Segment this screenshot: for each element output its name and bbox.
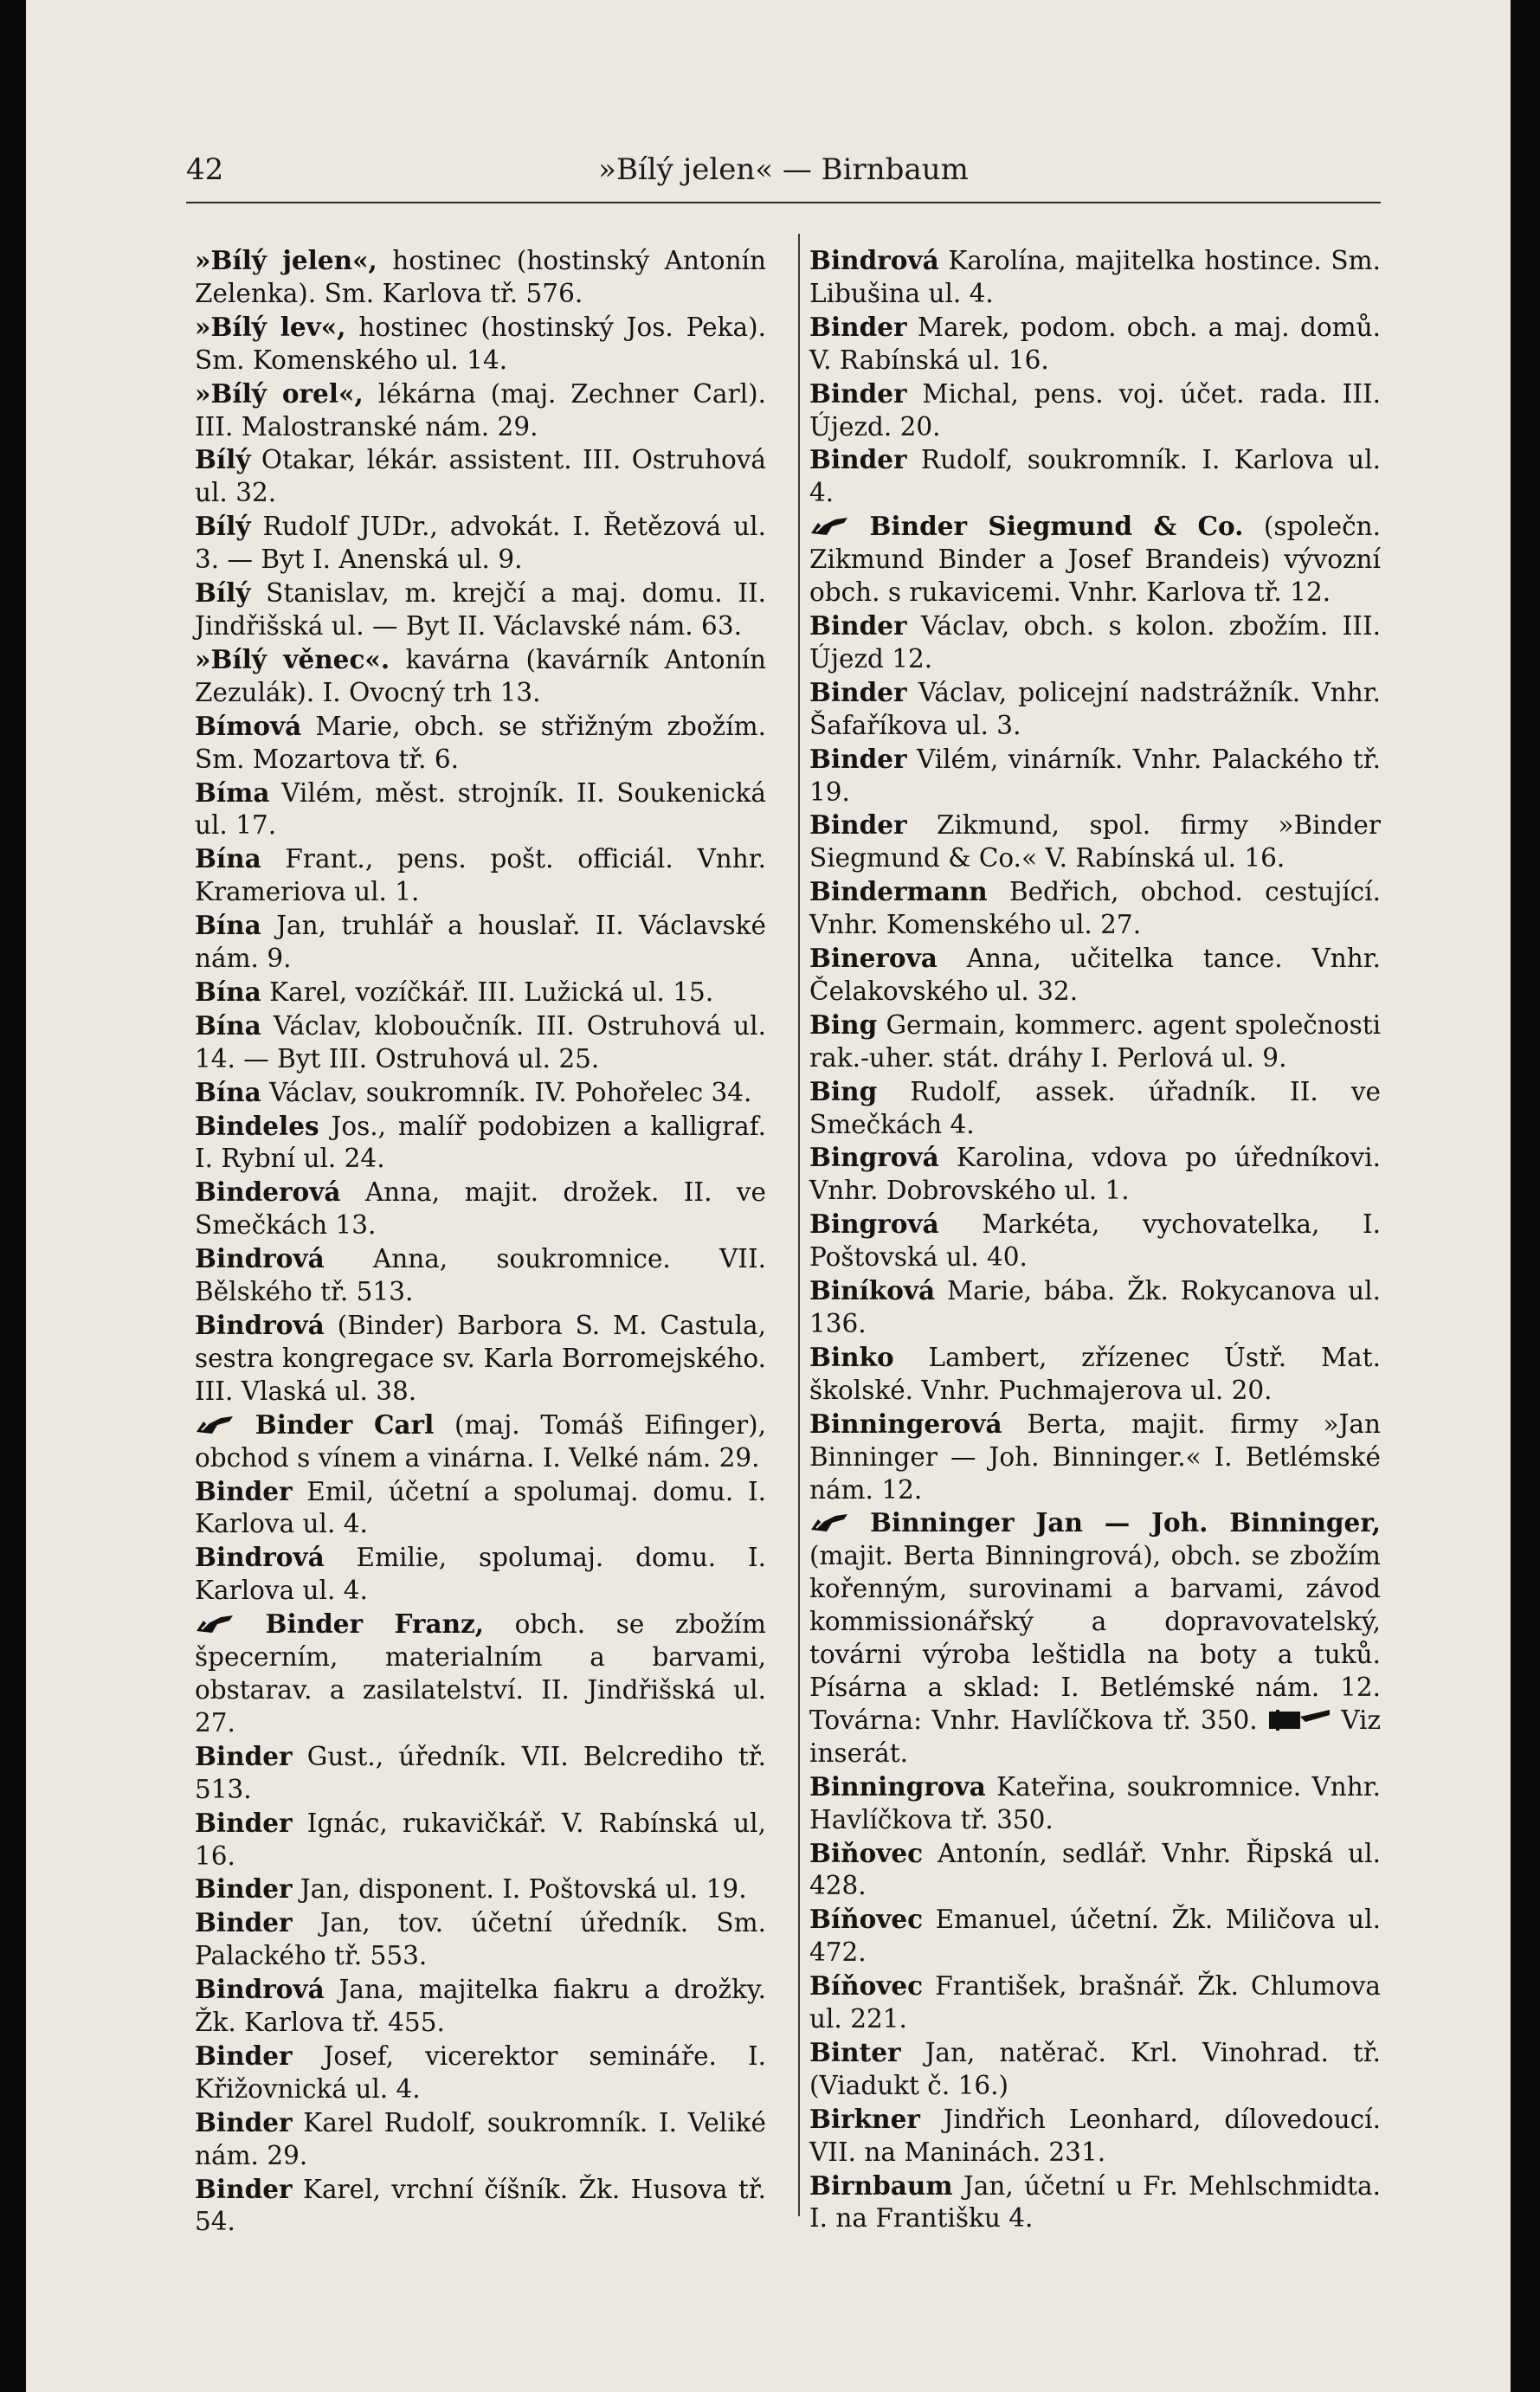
- directory-entry: [195, 909, 766, 976]
- entry-text: hostinec (hostinský Jos. Peka). Sm. Komenského ul. 14.: [195, 312, 766, 375]
- directory-entry: [195, 643, 766, 710]
- entry-name: Binder: [809, 377, 907, 409]
- entry-name: Bíňovec: [809, 1970, 924, 2002]
- directory-entry: [195, 777, 766, 843]
- page-header: [186, 145, 1381, 196]
- entry-text: Václav, kloboučník. III. Ostruhová ul. 14. — Byt III. Ostruhová ul. 25.: [195, 1010, 766, 1073]
- directory-entry: [809, 1506, 1381, 1770]
- directory-entry: [195, 1541, 766, 1608]
- directory-entry: [809, 809, 1381, 875]
- entry-text: Emilie, spolumaj. domu. I. Karlova ul. 4.: [195, 1543, 766, 1606]
- entry-text: Jan, natěrač. Krl. Vinohrad. tř. (Viadukt č. 16.): [809, 2037, 1381, 2100]
- directory-entry: [809, 1903, 1381, 1970]
- entry-text: Anna, soukromnice. VII. Bělského tř. 513.: [195, 1244, 766, 1307]
- entry-text: Marie, obch. se střižným zbožím. Sm. Mozartova tř. 6.: [195, 711, 766, 774]
- entry-name: »Bílý jelen«,: [195, 245, 377, 275]
- entry-name: Bína: [195, 910, 261, 941]
- entry-name: Binter: [809, 2036, 901, 2067]
- entry-text: Ignác, rukavičkář. V. Rabínská ul, 16.: [195, 1808, 766, 1871]
- directory-entry: [195, 244, 766, 311]
- directory-entry: [809, 510, 1381, 609]
- entry-text: Michal, pens. voj. účet. rada. III. Újezd. 20.: [809, 378, 1381, 442]
- directory-entry: [195, 2106, 766, 2173]
- entry-name: Binder: [195, 1475, 293, 1506]
- directory-entry: [195, 1076, 766, 1110]
- entry-name: Bindermann: [809, 876, 988, 907]
- directory-entry: [195, 1973, 766, 2040]
- entry-name: Biníková: [809, 1275, 936, 1306]
- entry-name: Binko: [809, 1341, 894, 1372]
- entry-name: Binder: [195, 1807, 293, 1838]
- entry-text: Marek, podom. obch. a maj. domů. V. Rabínská ul. 16.: [809, 312, 1381, 375]
- entry-text: Bedřich, obchod. cestující. Vnhr. Komenského ul. 27.: [809, 877, 1381, 940]
- entry-name: Binderová: [195, 1177, 341, 1208]
- entry-text: Jan, truhlář a houslař. II. Václavské nám. 9.: [195, 911, 766, 974]
- entry-text: Vilém, měst. strojník. II. Soukenická ul. 17.: [195, 777, 766, 841]
- directory-entry: [195, 2173, 766, 2240]
- directory-entry: [195, 1608, 766, 1740]
- entry-name: Bing: [809, 1075, 878, 1106]
- directory-entry: [809, 1208, 1381, 1274]
- left-column: [195, 244, 766, 2239]
- directory-entry: [195, 510, 766, 577]
- entry-name: »Bílý orel«,: [195, 377, 364, 409]
- directory-entry: [195, 1110, 766, 1177]
- header-rule: [186, 202, 1381, 203]
- entry-text: Anna, majit. drožek. II. ve Smečkách 13.: [195, 1177, 766, 1241]
- entry-text: obch. se zbožím špecerním, materialním a barvami, obstarav. a zasilatelství. II. Jindřišská ul. 27.: [195, 1609, 766, 1738]
- directory-entry: [809, 1770, 1381, 1837]
- directory-entry: [195, 2040, 766, 2106]
- pointing-hand-icon: [195, 1415, 235, 1435]
- directory-entry: [809, 1141, 1381, 1208]
- entry-text: Václav, obch. s kolon. zbožím. III. Újezd 12.: [809, 610, 1381, 674]
- entry-name: Bingrová: [809, 1209, 939, 1240]
- entry-text: hostinec (hostinský Antonín Zelenka). Sm. Karlova tř. 576.: [195, 246, 766, 308]
- entry-name: Binningrova: [809, 1770, 986, 1802]
- directory-entry: [809, 609, 1381, 676]
- entry-text: Kateřina, soukromnice. Vnhr. Havlíčkova tř. 350.: [809, 1771, 1381, 1834]
- directory-entry: [195, 377, 766, 444]
- directory-entry: [195, 1242, 766, 1309]
- directory-entry: [195, 311, 766, 377]
- entry-text: Jan, účetní u Fr. Mehlschmidta. I. na Františku 4.: [809, 2170, 1381, 2234]
- entry-text: Jan, tov. účetní úředník. Sm. Palackého tř. 553.: [195, 1908, 766, 1971]
- entry-text: Emanuel, účetní. Žk. Miličova ul. 472.: [809, 1905, 1381, 1968]
- entry-text: Germain, kommerc. agent společnosti rak.-uher. stát. dráhy I. Perlová ul. 9.: [809, 1009, 1381, 1073]
- entry-text: Václav, policejní nadstrážník. Vnhr. Šafaříkova ul. 3.: [809, 677, 1381, 740]
- directory-entry: [809, 942, 1381, 1009]
- entry-text: (maj. Tomáš Eifinger), obchod s vínem a vinárna. I. Velké nám. 29.: [195, 1409, 766, 1473]
- directory-entry: [195, 1740, 766, 1807]
- directory-entry: [195, 1873, 766, 1906]
- entry-text: Josef, vicerektor semináře. I. Křižovnická ul. 4.: [195, 2041, 766, 2104]
- directory-entry: [809, 244, 1381, 311]
- entry-name: Bíma: [195, 777, 270, 808]
- entry-text: Karel Rudolf, soukromník. I. Veliké nám. 29.: [195, 2107, 766, 2170]
- entry-name: Binder: [809, 743, 907, 774]
- entry-name: Bingrová: [809, 1142, 939, 1173]
- directory-entry: [195, 842, 766, 909]
- entry-text: lékárna (maj. Zechner Carl). III. Malostranské nám. 29.: [195, 378, 766, 442]
- directory-entry: [809, 676, 1381, 743]
- entry-name: Bína: [195, 1009, 261, 1041]
- entry-text: Otakar, lékár. assistent. III. Ostruhová ul. 32.: [195, 445, 766, 508]
- entry-text: kavárna (kavárník Antonín Zezulák). I. Ovocný trh 13.: [195, 644, 767, 707]
- entry-name: Binder: [195, 1907, 293, 1938]
- entry-text: František, brašnář. Žk. Chlumova ul. 221.: [809, 1971, 1381, 2034]
- directory-entry: [195, 1475, 766, 1542]
- entry-text: Emil, účetní a spolumaj. domu. I. Karlova ul. 4.: [195, 1476, 766, 1539]
- entry-name: Binder: [809, 676, 907, 707]
- entry-text: Václav, soukromník. IV. Pohořelec 34.: [261, 1077, 752, 1107]
- directory-entry: [809, 1408, 1381, 1507]
- entry-name: Bing: [809, 1009, 878, 1040]
- entry-name: Biňovec: [809, 1837, 924, 1868]
- entry-text: Antonín, sedlář. Vnhr. Řipská ul. 428.: [809, 1838, 1381, 1901]
- entry-text: Karel, vrchní číšník. Žk. Husova tř. 54.: [195, 2174, 766, 2237]
- directory-entry: [809, 875, 1381, 942]
- pointing-hand-icon: [809, 516, 849, 537]
- entry-name: Bindrová: [195, 1974, 325, 2005]
- entry-name: Bílý: [195, 577, 251, 609]
- pointing-hand-icon: [195, 1614, 235, 1634]
- entry-name: Binder: [809, 444, 907, 475]
- directory-entry: [195, 1409, 766, 1475]
- directory-entry: [195, 443, 766, 510]
- entry-text: Frant., pens. pošt. officiál. Vnhr. Krameriova ul. 1.: [195, 844, 766, 907]
- entry-name: Bína: [195, 1076, 261, 1107]
- entry-name: Binder: [809, 311, 907, 342]
- entry-name: Bílý: [195, 511, 251, 542]
- entry-name: Binder: [195, 2040, 293, 2071]
- entry-text: (Binder) Barbora S. M. Castula, sestra kongregace sv. Karla Borromejského. III. Vlaská ul. 38.: [195, 1311, 766, 1406]
- entry-name: Birkner: [809, 2103, 920, 2134]
- directory-entry: [809, 2170, 1381, 2236]
- entry-text: Karolína, majitelka hostince. Sm. Libušina ul. 4.: [809, 246, 1381, 308]
- entry-name: Birnbaum: [809, 2170, 953, 2201]
- entry-name: Binder Siegmund & Co.: [869, 511, 1244, 542]
- entry-text: Marie, bába. Žk. Rokycanova ul. 136.: [809, 1276, 1381, 1338]
- directory-entry: [195, 710, 766, 777]
- entry-text: Gust., úředník. VII. Belcrediho tř. 513.: [195, 1741, 766, 1804]
- entry-text: Jana, majitelka fiakru a drožky. Žk. Karlova tř. 455.: [195, 1975, 766, 2038]
- entry-name: Binningerová: [809, 1408, 1002, 1439]
- entry-name: Bímová: [195, 710, 302, 741]
- entry-name: Binder: [809, 809, 907, 841]
- advert-hand-icon: [1267, 1708, 1331, 1732]
- entry-text: Markéta, vychovatelka, I. Poštovská ul. 40.: [809, 1209, 1381, 1273]
- entry-text: Jan, disponent. I. Poštovská ul. 19.: [292, 1874, 747, 1905]
- entry-text: Lambert, zřízenec Ústř. Mat. školské. Vnhr. Puchmajerova ul. 20.: [809, 1342, 1381, 1405]
- directory-entry: [809, 377, 1381, 444]
- entry-name: Bindrová: [195, 1542, 325, 1573]
- entry-text: Berta, majit. firmy »Jan Binninger — Joh. Binninger.« I. Betlémské nám. 12.: [809, 1409, 1381, 1505]
- directory-entry: [809, 743, 1381, 809]
- directory-entry: [195, 1009, 766, 1076]
- directory-entry: [809, 311, 1381, 377]
- entry-name: Binder: [195, 2106, 293, 2137]
- entry-name: Bindrová: [195, 1243, 325, 1274]
- directory-entry: [195, 1906, 766, 1973]
- running-title: »Bílý jelen« — Birnbaum: [598, 152, 969, 187]
- entry-text: Karel, vozíčkář. III. Lužická ul. 15.: [261, 977, 714, 1007]
- entry-name: »Bílý věnec«.: [195, 643, 390, 674]
- entry-text: (společn. Zikmund Binder a Josef Brandeis) vývozní obch. s rukavicemi. Vnhr. Karlova tř. 12.: [809, 512, 1381, 608]
- directory-entry: [809, 1970, 1381, 2036]
- right-column: [809, 244, 1381, 2235]
- entry-name: Binninger Jan — Joh. Binninger,: [869, 1507, 1381, 1538]
- directory-entry: [195, 976, 766, 1009]
- directory-entry: [809, 1075, 1381, 1142]
- entry-text: Jindřich Leonhard, dílovedoucí. VII. na Maninách. 231.: [809, 2104, 1381, 2167]
- entry-text: (majit. Berta Binningrová), obch. se zbožím kořenným, surovinami a barvami, závod kommissionářský a dopravovatelský, továrni výroba leštidla na boty a tuků. Písárna a sklad: I. Betlémské nám. 12. Továrna: Vnhr. Havlíčkova tř. 350.: [809, 1541, 1381, 1735]
- entry-name: Binder: [195, 1740, 293, 1771]
- pointing-hand-icon: [809, 1512, 849, 1533]
- entry-text: Zikmund, spol. firmy »Binder Siegmund & Co.« V. Rabínská ul. 16.: [809, 810, 1381, 874]
- directory-entry: [195, 1176, 766, 1242]
- directory-entry: [195, 577, 766, 643]
- directory-entry: [195, 1309, 766, 1409]
- entry-name: Binder: [809, 609, 907, 641]
- entry-name: Binder Franz,: [265, 1609, 485, 1640]
- entry-name: Bindrová: [195, 1310, 325, 1340]
- column-divider: [798, 234, 800, 2216]
- entry-name: Binder: [195, 2173, 293, 2204]
- entry-name: Bindeles: [195, 1110, 319, 1141]
- entry-text: Rudolf JUDr., advokát. I. Řetězová ul. 3. — Byt I. Anenská ul. 9.: [195, 512, 766, 575]
- entry-name: Binder: [195, 1873, 293, 1905]
- entry-name: Bindrová: [809, 245, 939, 275]
- entry-text: Stanislav, m. krejčí a maj. domu. II. Jindřišská ul. — Byt II. Václavské nám. 63.: [195, 578, 766, 641]
- entry-name: »Bílý lev«,: [195, 311, 346, 342]
- directory-entry: [195, 1807, 766, 1873]
- entry-name: Binerova: [809, 943, 938, 974]
- entry-name: Bína: [195, 843, 261, 874]
- entry-text: Rudolf, assek. úřadník. II. ve Smečkách 4.: [809, 1076, 1381, 1139]
- page-number: 42: [186, 152, 224, 187]
- entry-ad-reference: Viz inserát.: [809, 1705, 1381, 1768]
- directory-entry: [809, 1837, 1381, 1904]
- entry-name: Bíňovec: [809, 1904, 924, 1935]
- entry-text: Anna, učitelka tance. Vnhr. Čelakovského ul. 32.: [809, 944, 1381, 1006]
- directory-entry: [809, 2036, 1381, 2103]
- entry-text: Rudolf, soukromník. I. Karlova ul. 4.: [809, 445, 1381, 508]
- directory-entry: [809, 2103, 1381, 2170]
- directory-entry: [809, 1274, 1381, 1341]
- entry-name: Bína: [195, 976, 261, 1007]
- directory-entry: [809, 1009, 1381, 1075]
- entry-name: Binder Carl: [255, 1409, 435, 1440]
- directory-entry: [809, 443, 1381, 510]
- entry-text: Karolina, vdova po úředníkovi. Vnhr. Dobrovského ul. 1.: [809, 1143, 1381, 1206]
- entry-name: Bílý: [195, 444, 251, 475]
- directory-entry: [809, 1341, 1381, 1408]
- entry-text: Jos., malíř podobizen a kalligraf. I. Rybní ul. 24.: [195, 1111, 766, 1174]
- entry-text: Vilém, vinárník. Vnhr. Palackého tř. 19.: [809, 744, 1381, 807]
